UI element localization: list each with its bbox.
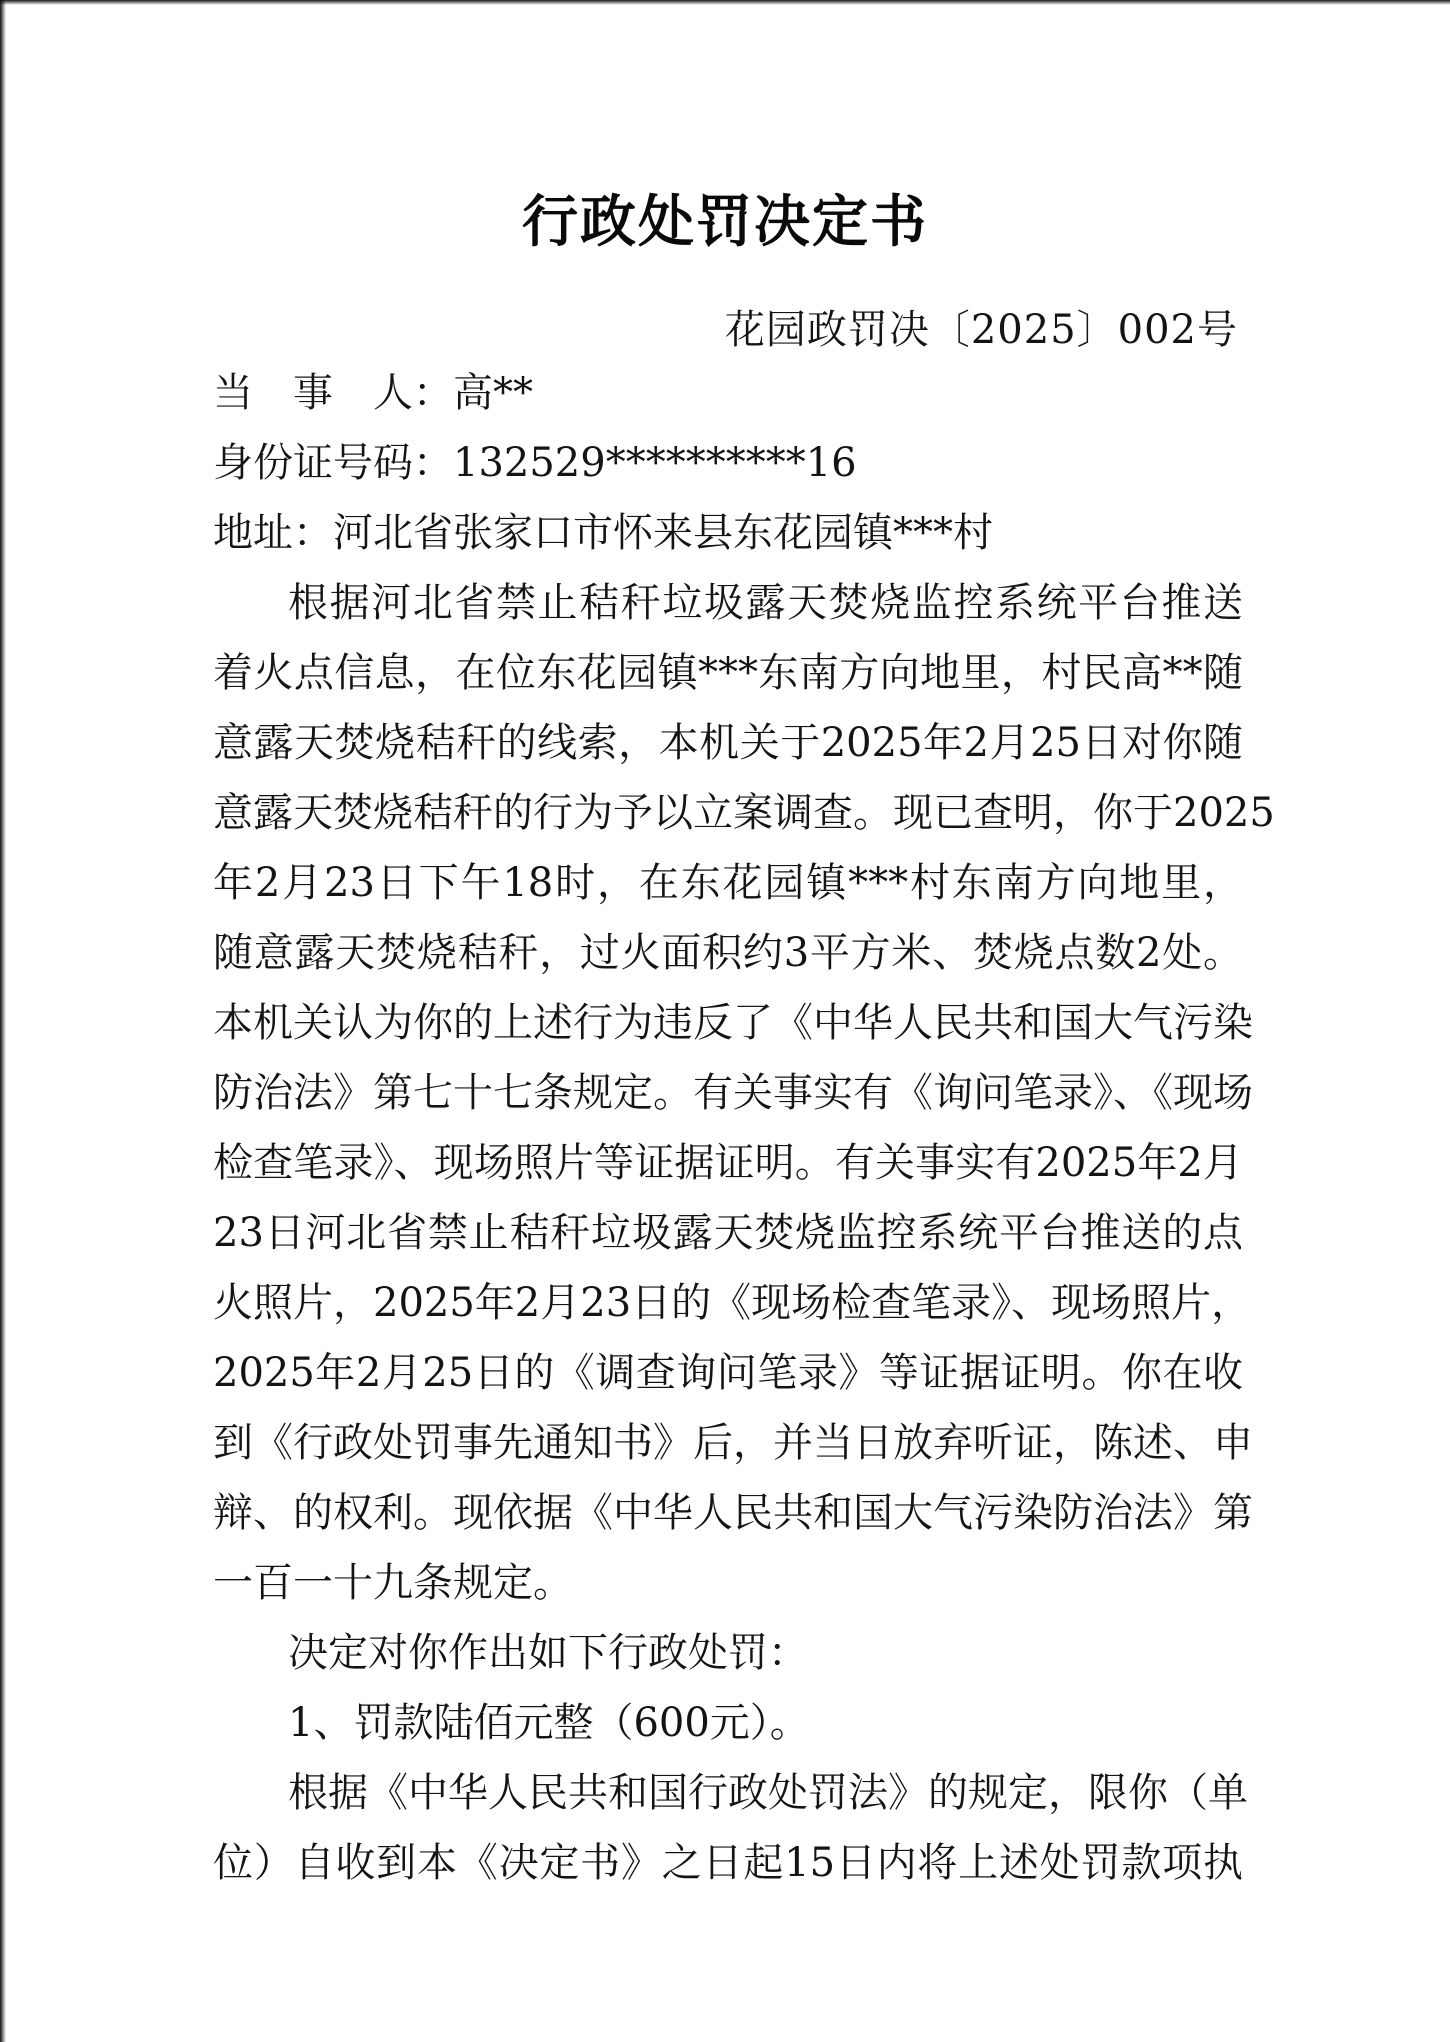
paragraph-line: 意露天焚烧秸秆的行为予以立案调查。现已查明，你于2025 (213, 790, 1275, 836)
paragraph-line: 火照片，2025年2月23日的《现场检查笔录》、现场照片， (213, 1280, 1252, 1326)
paragraph-line: 根据《中华人民共和国行政处罚法》的规定，限你（单 (288, 1770, 1248, 1816)
decision-intro: 决定对你作出如下行政处罚： (288, 1630, 808, 1676)
party-value: 高** (453, 370, 533, 416)
penalty-item: 1、罚款陆佰元整（600元）。 (288, 1700, 810, 1746)
paragraph-line: 辩、的权利。现依据《中华人民共和国大气污染防治法》第 (213, 1490, 1253, 1536)
paragraph-line: 23日河北省禁止秸秆垃圾露天焚烧监控系统平台推送的点 (213, 1210, 1243, 1256)
paragraph-line: 年2月23日下午18时，在东花园镇***村东南方向地里， (213, 860, 1243, 906)
address-field (213, 508, 1243, 558)
document-title: 行政处罚决定书 (522, 189, 928, 255)
paragraph-line: 2025年2月25日的《调查询问笔录》等证据证明。你在收 (213, 1350, 1243, 1396)
document-number: 花园政罚决〔2025〕002号 (724, 307, 1238, 353)
party-label: 当 事 人： (213, 370, 453, 416)
paragraph-line: 防治法》第七十七条规定。有关事实有《询问笔录》、《现场 (213, 1070, 1253, 1116)
paragraph-line: 根据河北省禁止秸秆垃圾露天焚烧监控系统平台推送 (288, 580, 1243, 626)
party-field (213, 368, 1243, 418)
address-value: 河北省张家口市怀来县东花园镇***村 (333, 510, 993, 556)
scan-edge-top (0, 0, 1450, 5)
id-number-field (213, 438, 1243, 488)
paragraph-line: 随意露天焚烧秸秆，过火面积约3平方米、焚烧点数2处。 (213, 930, 1243, 976)
paragraph-line: 检查笔录》、现场照片等证据证明。有关事实有2025年2月 (213, 1140, 1243, 1186)
paragraph-line: 着火点信息，在位东花园镇***东南方向地里，村民高**随 (213, 650, 1243, 696)
scan-edge-left (0, 0, 6, 2042)
id-number-label: 身份证号码： (213, 440, 453, 486)
paragraph-line: 位）自收到本《决定书》之日起15日内将上述处罚款项执 (213, 1840, 1243, 1886)
address-label: 地址： (213, 510, 333, 556)
paragraph-line: 本机关认为你的上述行为违反了《中华人民共和国大气污染 (213, 1000, 1253, 1046)
paragraph-line: 一百一十九条规定。 (213, 1560, 573, 1606)
paragraph-line: 到《行政处罚事先通知书》后，并当日放弃听证，陈述、申 (213, 1420, 1253, 1466)
paragraph-line: 意露天焚烧秸秆的线索，本机关于2025年2月25日对你随 (213, 720, 1243, 766)
id-number-value: 132529**********16 (453, 440, 857, 486)
